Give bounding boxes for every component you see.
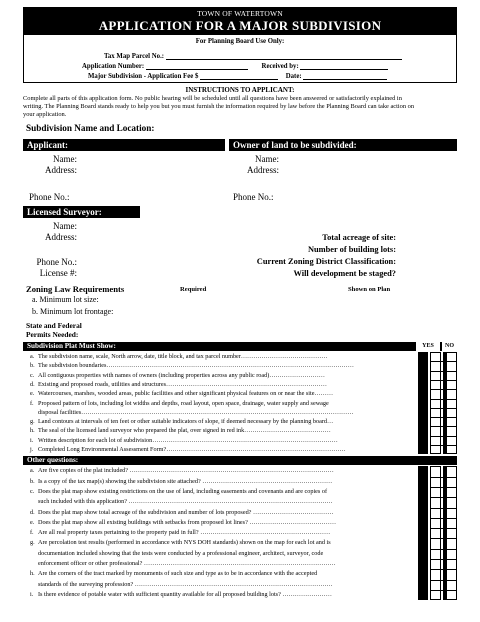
other-item-letter: c. — [30, 487, 35, 495]
plat-item-row-divider — [430, 426, 457, 427]
plat-item-row — [23, 399, 457, 408]
surveyor-address-label: Address: — [45, 232, 77, 242]
other-item-letter: d. — [30, 508, 35, 516]
other-item-row — [23, 528, 457, 538]
other-questions-header-label: Other questions: — [27, 456, 79, 465]
plat-item-yes-checkbox-column[interactable] — [430, 352, 441, 454]
permits-line-1: State and Federal — [26, 321, 82, 330]
other-item-text: Is there evidence of potable water with sufficient quantity available for all proposed building lots? …………………… — [38, 590, 332, 598]
surveyor-license-label: License #: — [39, 268, 77, 278]
building-lots-label: Number of building lots: — [307, 245, 396, 254]
instructions-line-3: your application. — [23, 111, 67, 118]
plat-item-row — [23, 371, 457, 380]
plat-item-text: The subdivision name, scale, North arrow, date, title block, and tax parcel number…………………………………… — [38, 353, 328, 360]
other-item-row — [23, 497, 457, 507]
plat-item-text: Completed Long Environmental Assessment Form?…………………………………………………………………………… — [38, 446, 346, 453]
other-item-letter: g. — [30, 539, 35, 547]
plat-item-letter: e. — [30, 390, 35, 398]
other-item-row-divider — [430, 508, 457, 509]
plat-item-letter: b. — [30, 362, 35, 370]
applicant-address-label: Address: — [45, 165, 77, 175]
other-item-text: standards of the surveying profession? …………………………………………………………………………………… — [38, 580, 333, 588]
office-use-heading: For Planning Board Use Only: — [195, 38, 285, 45]
zoning-values-field[interactable] — [140, 295, 440, 315]
form-title: APPLICATION FOR A MAJOR SUBDIVISION — [98, 18, 382, 33]
other-item-row-divider — [430, 580, 457, 581]
other-item-row-divider — [430, 590, 457, 591]
other-item-row — [23, 466, 457, 476]
plat-item-row-divider — [430, 399, 457, 400]
plat-item-letter: i. — [30, 436, 34, 444]
min-lot-size-label: a. Minimum lot size: — [32, 295, 99, 304]
plat-item-letter: h. — [30, 427, 35, 435]
permits-line-2: Permits Needed: — [26, 330, 79, 339]
plat-item-row-divider — [430, 445, 457, 446]
other-item-row — [23, 569, 457, 579]
other-item-letter: b. — [30, 477, 35, 485]
other-item-row — [23, 508, 457, 518]
other-item-row-divider — [430, 528, 457, 529]
owner-header: Owner of land to be subdivided: — [229, 139, 457, 151]
other-item-letter: f. — [30, 529, 34, 537]
plat-item-row — [23, 361, 457, 370]
surveyor-header: Licensed Surveyor: — [23, 206, 140, 218]
plat-item-row-divider — [430, 417, 457, 418]
owner-phone-field[interactable] — [280, 192, 450, 202]
plat-item-row — [23, 436, 457, 445]
other-item-row-divider — [430, 497, 457, 498]
fee-row — [88, 72, 387, 80]
applicant-name-label: Name: — [53, 154, 77, 164]
plat-item-letter: c. — [30, 371, 35, 379]
plat-item-row-divider — [430, 371, 457, 372]
plat-item-letter: j. — [30, 446, 34, 453]
other-questions-header — [23, 456, 457, 465]
owner-info-field[interactable] — [283, 154, 453, 194]
other-item-text: Does the plat map show existing restrictions on the use of land, including easements and covenants and are copies of — [38, 487, 328, 495]
applicant-info-field[interactable] — [80, 154, 220, 194]
plat-item-row — [23, 417, 457, 426]
other-item-row — [23, 580, 457, 590]
owner-name-label: Name: — [255, 154, 279, 164]
plat-item-text: Existing and proposed roads, utilities and structures…………………………………………………………………… — [38, 380, 327, 388]
other-item-text: documentation included showing that the tests were conducted by a professional engineer, architect, surveyor, code — [38, 549, 324, 557]
tax-map-row — [104, 52, 402, 60]
application-number-label: Application Number: — [82, 63, 145, 70]
other-item-letter: i. — [30, 590, 34, 598]
other-item-text: Are percolation test results (performed in accordance with NYS DOH standards) shown on the map for each lot and is — [38, 539, 331, 547]
other-item-text: such included with this application? ……………………………………………………………………………………… — [38, 498, 333, 506]
other-item-letter: a. — [30, 467, 35, 475]
instructions-line-2: writing. The Planning Board stands ready to help you but you must furnish the information required by law before the Planning Board can take action on — [23, 103, 415, 110]
title-bar — [23, 7, 457, 35]
other-item-row — [23, 477, 457, 487]
other-item-row-divider — [430, 569, 457, 570]
site-info-field[interactable] — [399, 233, 454, 279]
plat-item-row-divider — [430, 389, 457, 390]
plat-item-no-checkbox-column[interactable] — [446, 352, 457, 454]
acreage-label: Total acreage of site: — [322, 233, 396, 242]
other-item-row — [23, 538, 457, 548]
applicant-header: Applicant: — [23, 139, 225, 151]
other-item-row — [23, 549, 457, 559]
fee-field[interactable] — [200, 72, 278, 80]
other-item-row — [23, 590, 457, 600]
other-item-text: Does the plat map show total acreage of the subdivision and number of lots proposed? ………………………………… — [38, 508, 334, 516]
plat-item-text: Proposed pattern of lots, including lot widths and depths, road layout, open space, drainage, water supply and sewage — [38, 399, 329, 407]
plat-item-letter: a. — [30, 353, 35, 360]
zoning-classification-label: Current Zoning District Classification: — [256, 257, 396, 266]
other-item-row-divider — [430, 518, 457, 519]
plat-item-row-divider — [430, 408, 457, 409]
plat-item-yes-shade — [418, 352, 428, 454]
other-item-text: Are all real property taxes pertaining to the property paid in full? ……………………………………………………… — [38, 529, 331, 537]
plat-item-row — [23, 408, 457, 417]
other-item-row-divider — [430, 538, 457, 539]
date-field[interactable] — [303, 72, 387, 80]
other-item-row-divider — [430, 549, 457, 550]
received-by-label: Received by: — [261, 63, 299, 70]
plat-item-text: Watercourses, marshes, wooded areas, public facilities and other significant physical features on or near the site……… — [38, 390, 334, 398]
town-name: TOWN OF WATERTOWN — [197, 9, 283, 18]
other-item-row-divider — [430, 487, 457, 488]
min-lot-frontage-label: b. Minimum lot frontage: — [32, 307, 114, 316]
staged-label: Will development be staged? — [293, 269, 396, 278]
plat-item-text: Written description for each lot of subdivision……………………………………………………………………………… — [38, 436, 338, 444]
plat-item-row-divider — [430, 436, 457, 437]
plat-item-row — [23, 426, 457, 435]
plat-item-text: The subdivision boundaries………………………………………………………………………………………………………… — [38, 362, 354, 370]
zoning-required-label: Required — [180, 286, 207, 293]
yes-column-header: YES — [416, 342, 440, 351]
no-column-header: NO — [442, 342, 457, 351]
other-item-text: Are five copies of the plat included? ……………………………………………………………………………………… — [38, 467, 334, 475]
plat-item-letter: g. — [30, 418, 35, 426]
plat-item-row — [23, 445, 457, 454]
permits-label — [26, 321, 82, 339]
plat-item-text: Land contours at intervals of ten feet or other suitable indicators of slope, if deemed necessary by the planning board… — [38, 418, 334, 426]
zoning-heading: Zoning Law Requirements — [26, 284, 125, 294]
owner-phone-label: Phone No.: — [233, 192, 274, 202]
other-item-text: Is a copy of the tax map(s) showing the subdivision site attached? ……………………………………………………… — [38, 477, 333, 485]
plat-item-row — [23, 389, 457, 398]
applicant-phone-label: Phone No.: — [29, 192, 70, 202]
other-item-row — [23, 559, 457, 569]
tax-map-field[interactable] — [166, 52, 402, 60]
plat-item-row-divider — [430, 361, 457, 362]
surveyor-name-label: Name: — [53, 221, 77, 231]
plat-header — [23, 342, 457, 351]
owner-address-label: Address: — [247, 165, 279, 175]
other-item-text: Does the plat map show all existing buildings with setbacks from proposed lot lines? …………………………………… — [38, 518, 337, 526]
other-item-row — [23, 487, 457, 497]
instructions-text — [23, 95, 457, 119]
subdivision-name-label: Subdivision Name and Location: — [26, 123, 155, 133]
subdivision-name-field[interactable] — [176, 131, 457, 132]
plat-item-row — [23, 380, 457, 389]
other-item-yes-shade — [418, 466, 428, 600]
surveyor-phone-label: Phone No.: — [36, 257, 77, 267]
plat-header-label: Subdivision Plat Must Show: — [27, 342, 116, 350]
tax-map-label: Tax Map Parcel No.: — [104, 53, 165, 60]
plat-item-text: disposal facilities…………………………………………………………………………………………………………………… — [38, 408, 354, 416]
plat-item-row — [23, 352, 457, 361]
other-item-row-divider — [430, 477, 457, 478]
plat-item-row-divider — [430, 380, 457, 381]
other-item-row — [23, 518, 457, 528]
plat-item-text: The seal of the licensed land surveyor who prepared the plat, over signed in red ink…………………………………… — [38, 427, 331, 435]
applicant-phone-field[interactable] — [76, 192, 216, 202]
plat-item-text: All contiguous properties with names of owners (including properties across any public road)……………………… — [38, 371, 325, 379]
instructions-heading: INSTRUCTIONS TO APPLICANT: — [185, 86, 295, 94]
other-item-text: enforcement officer or other professional? ………………………………………………………………………………… — [38, 560, 336, 567]
date-label: Date: — [285, 73, 302, 80]
other-item-letter: e. — [30, 518, 35, 526]
plat-item-letter: d. — [30, 380, 35, 388]
application-number-row — [82, 62, 388, 70]
other-item-row-divider — [430, 559, 457, 560]
instructions-line-1: Complete all parts of this application form. No public hearing will be scheduled until all questions have been answered or satisfactorily explained in — [23, 95, 402, 102]
received-by-field[interactable] — [300, 62, 388, 70]
application-number-field[interactable] — [146, 62, 248, 70]
other-item-letter: h. — [30, 570, 35, 578]
zoning-shown-label: Shown on Plan — [348, 286, 391, 293]
other-item-text: Are the corners of the tract marked by monuments of such size and type as to be in accordance with the accepted — [38, 570, 318, 578]
permits-field[interactable] — [110, 321, 450, 339]
fee-label: Major Subdivision - Application Fee $ — [88, 73, 199, 80]
plat-item-letter: f. — [30, 399, 34, 407]
office-use-box — [23, 35, 457, 83]
